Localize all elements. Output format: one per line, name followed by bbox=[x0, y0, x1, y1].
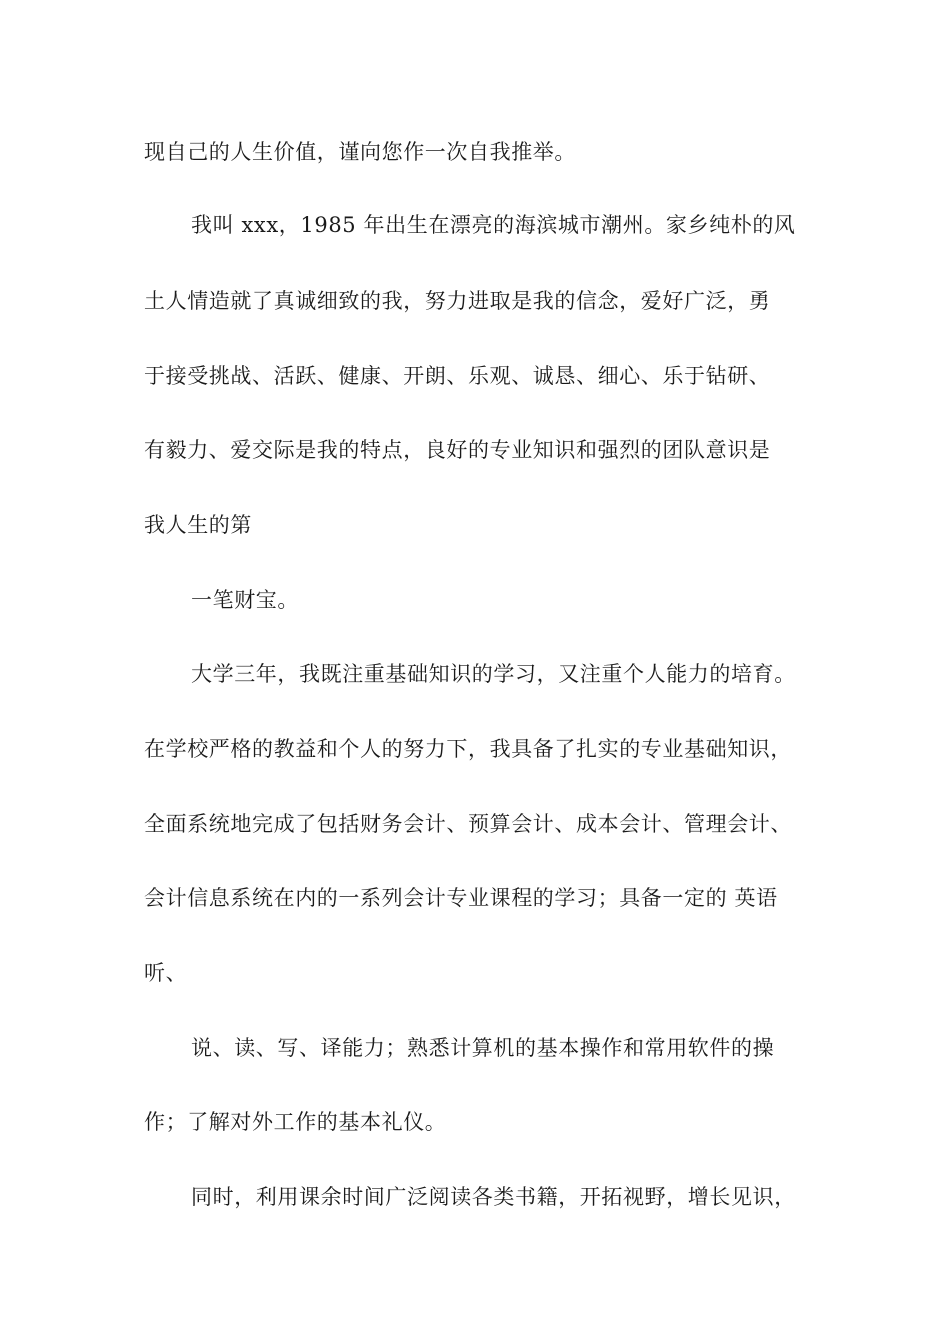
text-line-13: 说、读、写、译能力；熟悉计算机的基本操作和常用软件的操 bbox=[191, 1036, 775, 1060]
text-line-15: 同时，利用课余时间广泛阅读各类书籍，开拓视野，增长见识， bbox=[191, 1185, 796, 1209]
text-line-7: 一笔财宝。 bbox=[191, 588, 299, 612]
text-line-2: 我叫 xxx，1985 年出生在漂亮的海滨城市潮州。家乡纯朴的风 bbox=[191, 213, 796, 237]
text-line-6: 我人生的第 bbox=[144, 513, 252, 537]
text-line-3: 土人情造就了真诚细致的我，努力进取是我的信念，爱好广泛，勇 bbox=[144, 289, 771, 313]
text-line-9: 在学校严格的教益和个人的努力下，我具备了扎实的专业基础知识， bbox=[144, 737, 792, 761]
text-line-10: 全面系统地完成了包括财务会计、预算会计、成本会计、管理会计、 bbox=[144, 812, 792, 836]
text-line-11: 会计信息系统在内的一系列会计专业课程的学习；具备一定的 英语 bbox=[144, 886, 778, 910]
text-line-14: 作；了解对外工作的基本礼仪。 bbox=[144, 1110, 447, 1134]
text-line-1: 现自己的人生价值，谨向您作一次自我推举。 bbox=[144, 140, 576, 164]
text-line-8: 大学三年，我既注重基础知识的学习，又注重个人能力的培育。 bbox=[191, 662, 796, 686]
text-line-4: 于接受挑战、活跃、健康、开朗、乐观、诚恳、细心、乐于钻研、 bbox=[144, 364, 771, 388]
text-line-5: 有毅力、爱交际是我的特点，良好的专业知识和强烈的团队意识是 bbox=[144, 438, 771, 462]
text-line-12: 听、 bbox=[144, 961, 188, 985]
